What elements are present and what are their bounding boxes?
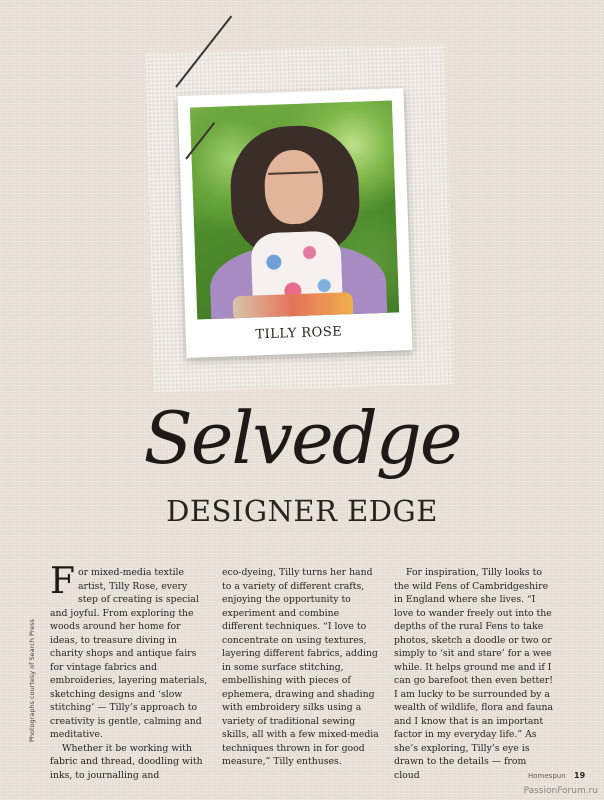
page-number: 19	[574, 771, 586, 780]
article-column-1	[50, 561, 210, 782]
script-title: Selvedge	[143, 396, 461, 480]
article-paragraph	[50, 561, 210, 742]
portrait-face	[263, 149, 324, 225]
polaroid-photo-frame	[177, 88, 412, 358]
article-text: or mixed-media textile artist, Tilly Rose, every step of creating is special and joyful. From exploring the woods around her home for ideas, to treasure diving in charity shops and antique fairs for vintage fabrics and embroideries, layering materials, sketching designs and ‘slow stitching’ — Tilly’s approach to creativity is gentle, calming and meditative.	[50, 567, 208, 740]
article-paragraph: Whether it be working with fabric and thread, doodling with inks, to journalling and	[50, 742, 203, 781]
article-paragraph: For inspiration, Tilly looks to the wild Fens of Cambridgeshire in England where she lives. “I love to wander freely out into the depths of the rural Fens to take photos, sketch a doodle or two or simply to ‘sit and stare’ for a wee while. It helps ground me and if I can go barefoot then even better! I am lucky to be surrounded by a wealth of wildlife, flora and fauna and I know that is an important factor in my everyday life.” As she’s exploring, Tilly’s eye is drawn to the details — from cloud	[394, 567, 553, 781]
photo-caption: TILLY ROSE	[255, 324, 343, 343]
portrait-glasses	[268, 171, 318, 187]
article-paragraph: eco-dyeing, Tilly turns her hand to a variety of different crafts, enjoying the opportunity to experiment and combine different techniques. “I love to concentrate on using textures, layering different fabrics, adding in some surface stitching, embellishing with pieces of ephemera, drawing and shading with embroidery silks using a variety of traditional sewing skills, all with a few mixed-media techniques thrown in for good measure,” Tilly enthuses.	[222, 567, 379, 767]
photo-credit: Photographs courtesy of Search Press	[28, 618, 36, 742]
magazine-name: Homespun	[528, 772, 566, 780]
page-title: DESIGNER EDGE	[166, 494, 438, 528]
portrait-photo	[190, 101, 399, 320]
drop-cap: F	[50, 561, 75, 602]
article-column-2	[222, 566, 382, 769]
watermark: PassionForum.ru	[523, 786, 598, 796]
article-column-3	[394, 566, 554, 782]
portrait-fabric-bundle	[233, 292, 354, 319]
